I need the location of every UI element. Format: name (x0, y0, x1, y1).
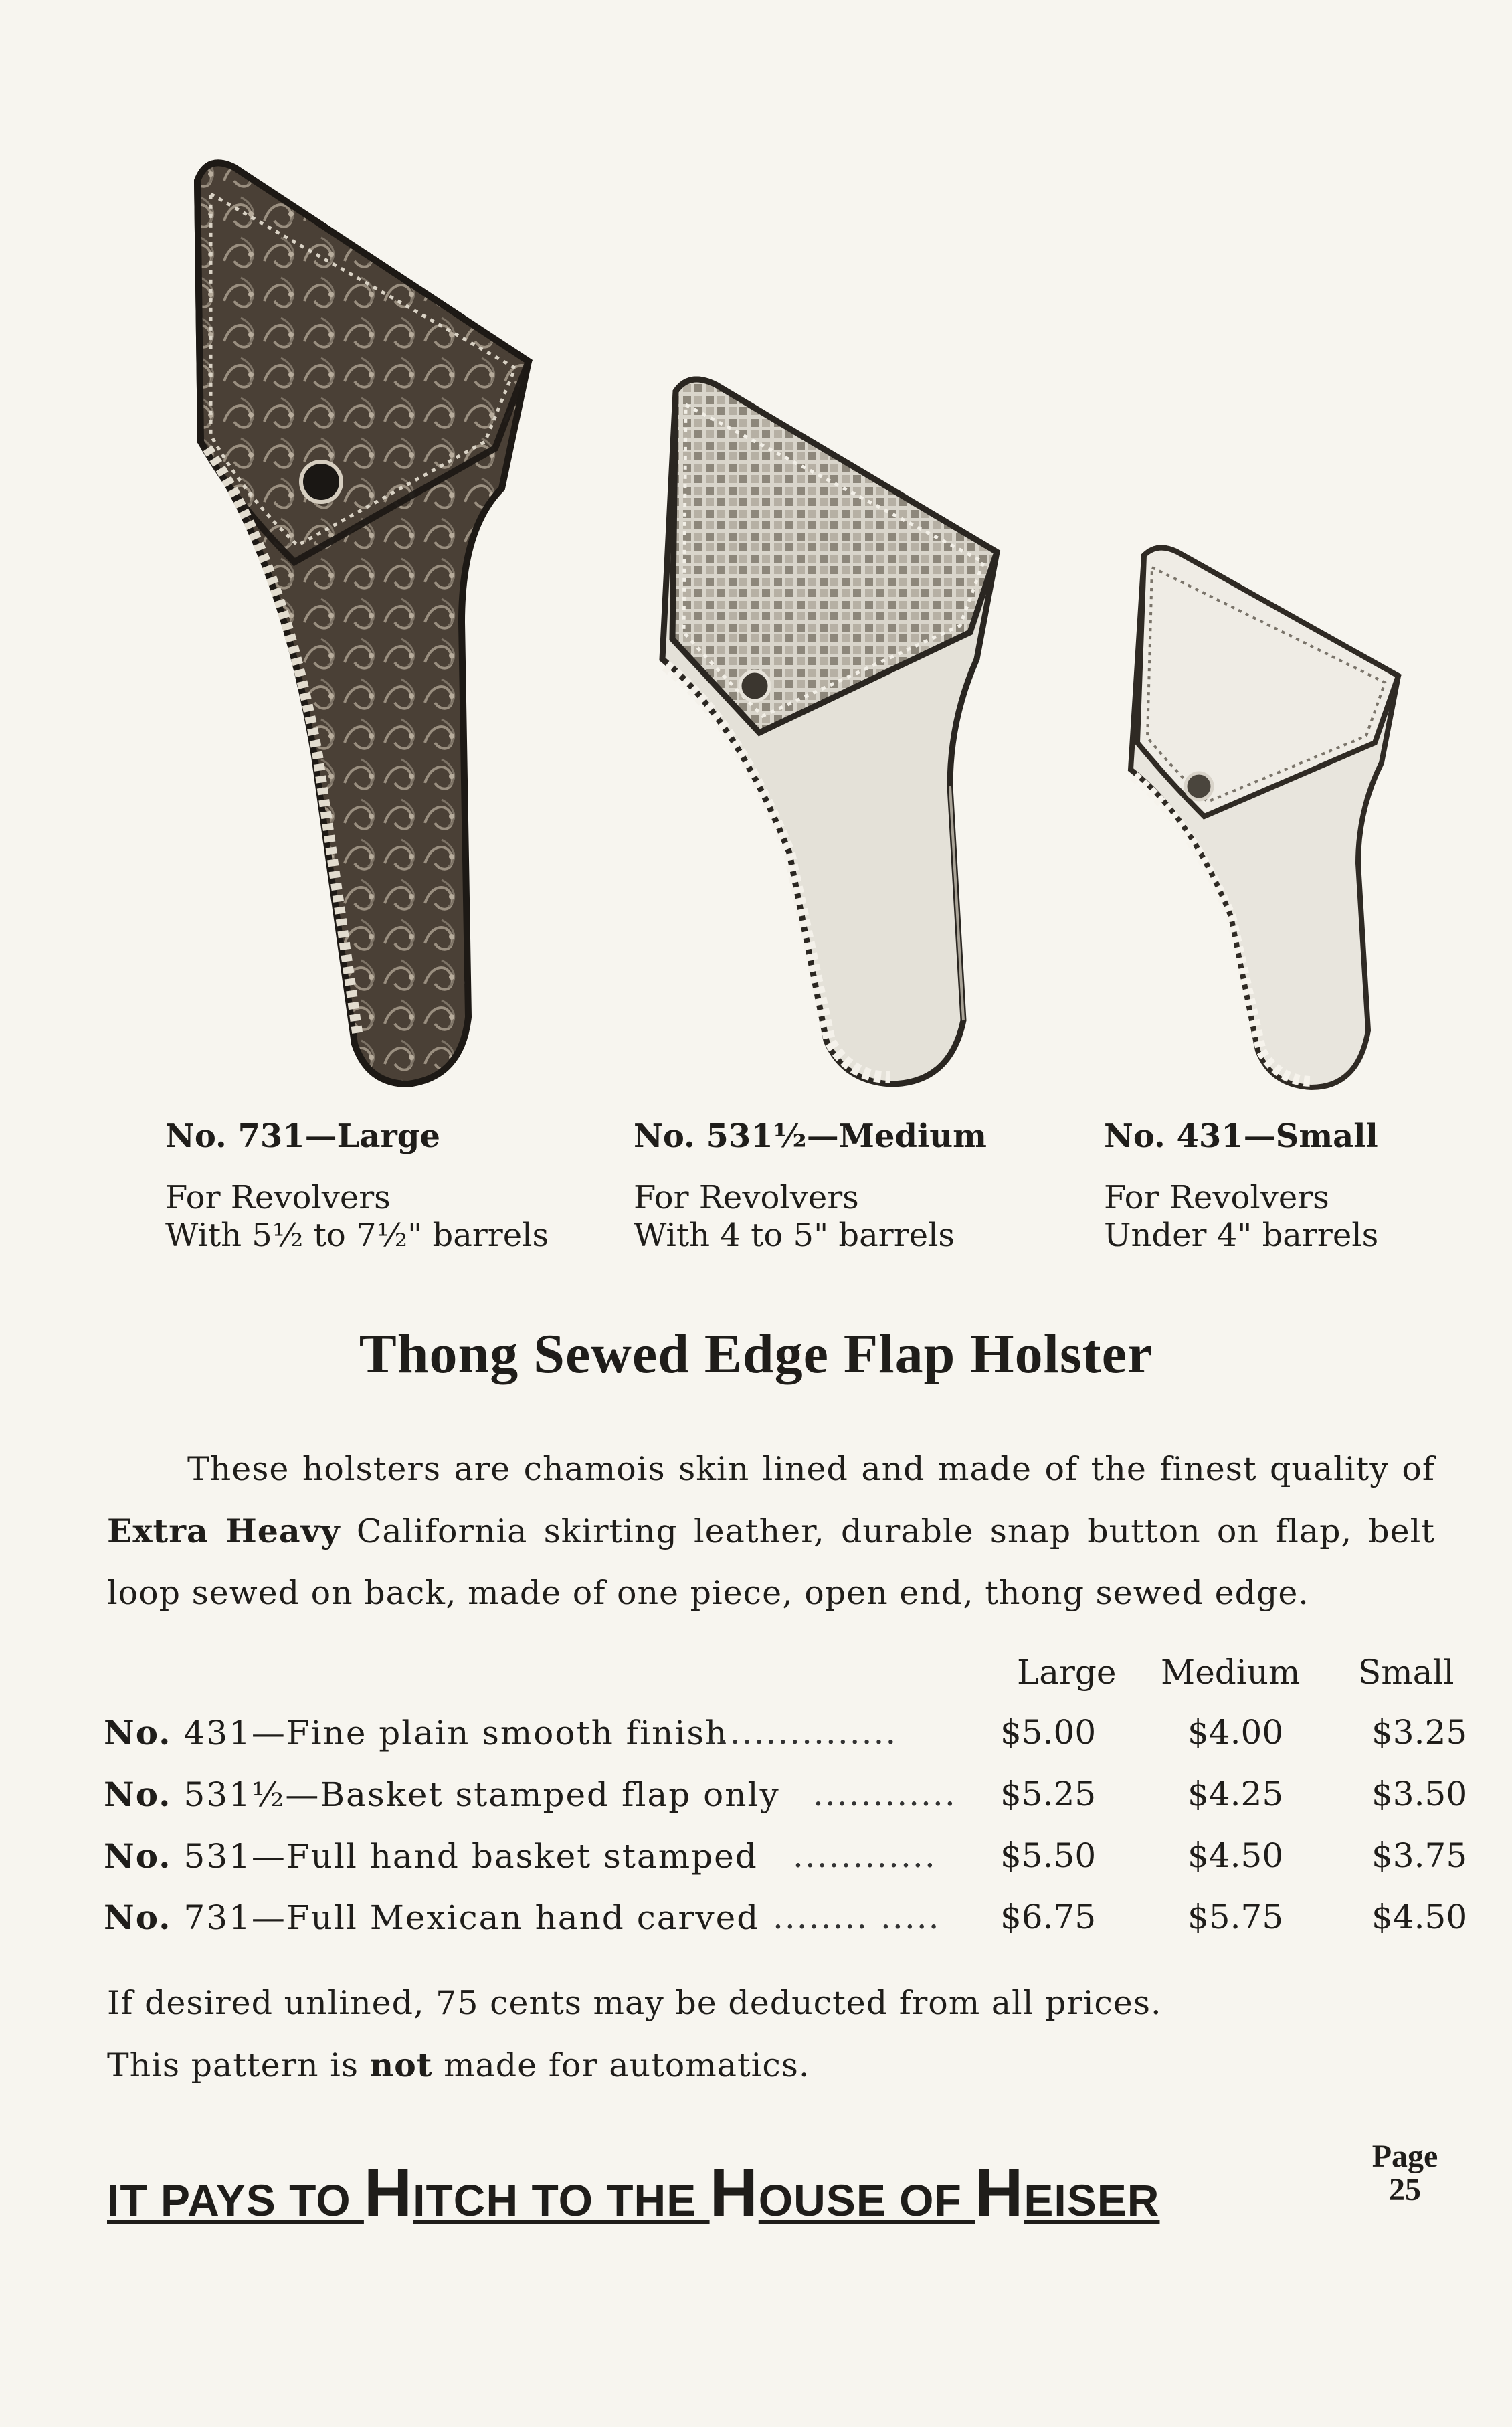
row-item: No. 431—Fine plain smooth finish (104, 1713, 729, 1752)
column-header-large: Large (1017, 1653, 1117, 1692)
large-carved-holster-image (181, 154, 555, 1091)
row-item: No. 531½—Basket stamped flap only (104, 1775, 780, 1814)
price-medium: $4.00 (1188, 1713, 1284, 1752)
row-item: No. 531—Full hand basket stamped (104, 1836, 758, 1876)
table-row (104, 1836, 1469, 1898)
product-code: No. 431—Small (1104, 1117, 1378, 1155)
table-row (104, 1775, 1469, 1836)
table-row (104, 1898, 1469, 1959)
caption-line: For Revolvers (634, 1179, 859, 1217)
price-large: $5.00 (1000, 1713, 1097, 1752)
caption-line: With 4 to 5" barrels (634, 1217, 955, 1254)
price-large: $5.50 (1000, 1836, 1097, 1875)
column-header-small: Small (1358, 1653, 1454, 1692)
medium-basket-holster-image (636, 371, 1010, 1091)
table-row (104, 1713, 1469, 1775)
caption-line: For Revolvers (165, 1179, 391, 1217)
caption-large (165, 1117, 549, 1254)
leader-dots: ............ (793, 1836, 937, 1875)
price-small: $3.25 (1372, 1713, 1468, 1752)
price-small: $4.50 (1372, 1898, 1468, 1937)
description-paragraph (107, 1439, 1435, 1624)
leader-dots: ........ ..... (773, 1898, 941, 1937)
row-item: No. 731—Full Mexican hand carved (104, 1898, 760, 1937)
caption-line: With 5½ to 7½" barrels (165, 1217, 549, 1254)
description-text: These holsters are chamois skin lined and made of the finest quality of (187, 1450, 1435, 1488)
small-plain-holster-image (1111, 542, 1405, 1091)
slogan-banner: IT PAYS TO HITCH TO THE HOUSE OF HEISER (107, 2155, 1160, 2230)
price-small: $3.50 (1372, 1775, 1468, 1813)
caption-line: Under 4" barrels (1104, 1217, 1379, 1254)
price-medium: $5.75 (1188, 1898, 1284, 1937)
price-medium: $4.25 (1188, 1775, 1284, 1813)
product-code: No. 731—Large (165, 1117, 440, 1155)
description-text: California skirting leather, durable snap button on flap, belt loop sewed on back, made of one piece, open end, thong sewed edge. (107, 1512, 1435, 1612)
caption-line: For Revolvers (1104, 1179, 1329, 1217)
price-large: $6.75 (1000, 1898, 1097, 1937)
page-number-value: 25 (1389, 2172, 1421, 2208)
column-header-medium: Medium (1161, 1653, 1301, 1692)
leader-dots: ................ (706, 1713, 898, 1752)
leader-dots: ............ (813, 1775, 957, 1813)
price-medium: $4.50 (1188, 1836, 1284, 1875)
product-code: No. 531½—Medium (634, 1117, 987, 1155)
note-automatics: This pattern is not made for automatics. (107, 2046, 810, 2084)
page-label: Page (1372, 2139, 1438, 2174)
page-number (1358, 2140, 1452, 2207)
caption-small (1104, 1117, 1378, 1254)
note-unlined: If desired unlined, 75 cents may be deducted from all prices. (107, 1984, 1162, 2022)
caption-medium (634, 1117, 987, 1254)
price-small: $3.75 (1372, 1836, 1468, 1875)
price-large: $5.25 (1000, 1775, 1097, 1813)
page-title: Thong Sewed Edge Flap Holster (359, 1323, 1153, 1385)
description-bold: Extra Heavy (107, 1512, 341, 1550)
